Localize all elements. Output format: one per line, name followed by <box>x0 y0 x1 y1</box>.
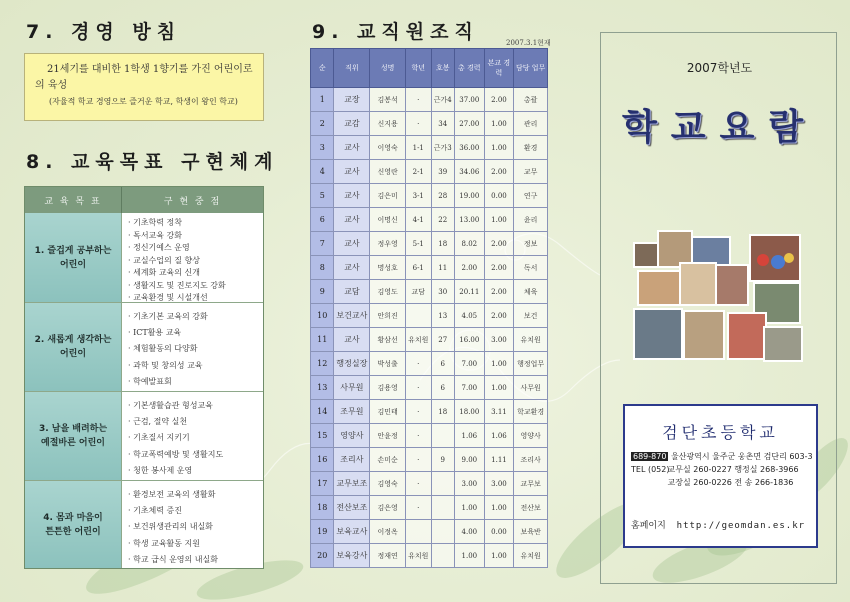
cell-position: 영양사 <box>334 424 370 448</box>
cell-step: 6 <box>431 352 454 376</box>
cell-no: 13 <box>311 376 334 400</box>
management-policy-box <box>24 53 264 121</box>
cell-no: 7 <box>311 232 334 256</box>
cell-position: 교감 <box>334 112 370 136</box>
goals-table-header <box>25 187 263 213</box>
cell-total-career: 1.06 <box>455 424 485 448</box>
goal-items: · 기본생활습관 형성교육 · 근검, 절약 실천 · 기초질서 지키기 · 학교폭력예방 및 생활지도 · 청한 봉사제 운영 <box>122 392 263 480</box>
cell-position: 조리사 <box>334 448 370 472</box>
cell-school-career: 3.00 <box>484 328 514 352</box>
cell-no: 12 <box>311 352 334 376</box>
collage-photo <box>763 326 803 362</box>
cell-duty: 유치원 <box>514 544 548 568</box>
cell-duty: 영양사 <box>514 424 548 448</box>
col-grade: 학년 <box>405 49 431 88</box>
cell-school-career: 2.00 <box>484 256 514 280</box>
cell-school-career: 1.00 <box>484 136 514 160</box>
cell-no: 6 <box>311 208 334 232</box>
cell-duty: 사무원 <box>514 376 548 400</box>
cell-position: 교사 <box>334 184 370 208</box>
cell-duty: 보육반 <box>514 520 548 544</box>
cell-no: 3 <box>311 136 334 160</box>
goal-title: 2. 새롭게 생각하는 어린이 <box>25 303 122 391</box>
cell-total-career: 19.00 <box>455 184 485 208</box>
cell-position: 교사 <box>334 208 370 232</box>
cell-step: 28 <box>431 184 454 208</box>
goals-header-focus: 구 현 중 점 <box>163 196 222 207</box>
cell-total-career: 7.00 <box>455 376 485 400</box>
cell-grade: 유치원 <box>405 544 431 568</box>
cell-duty: 행정업무 <box>514 352 548 376</box>
goal-row-1 <box>25 213 263 302</box>
cell-school-career: 3.00 <box>484 472 514 496</box>
cover-panel <box>600 32 837 584</box>
cell-total-career: 9.00 <box>455 448 485 472</box>
cell-total-career: 36.00 <box>455 136 485 160</box>
cell-name: 김영도 <box>370 280 406 304</box>
cell-name: 김은미 <box>370 184 406 208</box>
cell-grade: · <box>405 352 431 376</box>
cell-no: 5 <box>311 184 334 208</box>
cell-no: 16 <box>311 448 334 472</box>
cell-duty: 유치원 <box>514 328 548 352</box>
staff-row <box>311 136 548 160</box>
cell-position: 보육강사 <box>334 544 370 568</box>
cell-no: 11 <box>311 328 334 352</box>
cell-step: 9 <box>431 448 454 472</box>
staff-row <box>311 496 548 520</box>
cell-step <box>431 424 454 448</box>
cell-position: 교장 <box>334 88 370 112</box>
cell-duty: 정보 <box>514 232 548 256</box>
cell-grade: 5-1 <box>405 232 431 256</box>
staff-table <box>310 48 548 568</box>
cell-name: 김은영 <box>370 496 406 520</box>
cell-duty: 연구 <box>514 184 548 208</box>
cell-step: 18 <box>431 232 454 256</box>
cell-step: 39 <box>431 160 454 184</box>
staff-row <box>311 472 548 496</box>
section-9-title: 9. 교직원조직 <box>312 21 479 43</box>
staff-row <box>311 424 548 448</box>
cell-grade: · <box>405 496 431 520</box>
cell-step: 13 <box>431 304 454 328</box>
cell-total-career: 7.00 <box>455 352 485 376</box>
cell-step: 11 <box>431 256 454 280</box>
col-name: 성명 <box>370 49 406 88</box>
cell-total-career: 27.00 <box>455 112 485 136</box>
homepage-line <box>631 518 805 531</box>
cell-duty: 조리사 <box>514 448 548 472</box>
staff-table-body <box>311 88 548 568</box>
cell-step <box>431 472 454 496</box>
cell-step: 27 <box>431 328 454 352</box>
cell-no: 19 <box>311 520 334 544</box>
cover-title: 학교요람 <box>621 106 818 148</box>
goal-items: · 기초기본 교육의 강화 · ICT활용 교육 · 체험활동의 다양화 · 과학 및 창의성 교육 · 학예발표회 <box>122 303 263 391</box>
cell-name: 김영숙 <box>370 472 406 496</box>
cell-position: 사무원 <box>334 376 370 400</box>
cell-position: 교사 <box>334 232 370 256</box>
cell-step: 18 <box>431 400 454 424</box>
staff-row <box>311 376 548 400</box>
cell-name: 김민태 <box>370 400 406 424</box>
goal-row-4 <box>25 480 263 568</box>
cell-step <box>431 544 454 568</box>
education-goals-table <box>24 186 264 569</box>
cell-position: 보육교사 <box>334 520 370 544</box>
cell-grade: · <box>405 472 431 496</box>
school-info-box <box>623 404 818 548</box>
cell-grade: 4-1 <box>405 208 431 232</box>
cell-total-career: 18.00 <box>455 400 485 424</box>
collage-photo <box>633 308 683 360</box>
cell-position: 조무원 <box>334 400 370 424</box>
cell-no: 1 <box>311 88 334 112</box>
cell-grade: · <box>405 376 431 400</box>
cell-name: 신지용 <box>370 112 406 136</box>
collage-photo <box>727 312 767 360</box>
mission-subtext: (자율적 학교 경영으로 즐거운 학교, 학생이 왕인 학교) <box>49 97 238 106</box>
cell-school-career: 1.11 <box>484 448 514 472</box>
cell-grade: 6-1 <box>405 256 431 280</box>
staff-row <box>311 160 548 184</box>
cell-no: 20 <box>311 544 334 568</box>
cell-duty: 윤리 <box>514 208 548 232</box>
cell-grade: 1-1 <box>405 136 431 160</box>
cell-school-career: 0.00 <box>484 184 514 208</box>
staff-row <box>311 520 548 544</box>
col-no: 순 <box>311 49 334 88</box>
collage-photo <box>715 264 749 306</box>
cell-school-career: 1.00 <box>484 208 514 232</box>
collage-photo <box>679 262 717 306</box>
cell-duty: 교무 <box>514 160 548 184</box>
goal-items: · 기초학력 정착 · 독서교육 강화 · 정신기예스 운영 · 교실수업의 질 향상 · 세계화 교육의 신개 · 생활지도 및 진로지도 강화 · 교육환경 및 시설개선 <box>122 213 263 302</box>
cell-total-career: 20.11 <box>455 280 485 304</box>
cell-grade: 3-1 <box>405 184 431 208</box>
cell-no: 18 <box>311 496 334 520</box>
staff-row <box>311 208 548 232</box>
cell-total-career: 8.02 <box>455 232 485 256</box>
cell-no: 9 <box>311 280 334 304</box>
cell-school-career: 1.00 <box>484 496 514 520</box>
cell-grade: · <box>405 424 431 448</box>
cell-no: 8 <box>311 256 334 280</box>
cell-duty: 전산보 <box>514 496 548 520</box>
cell-duty: 교무보 <box>514 472 548 496</box>
cell-duty: 학교환경 <box>514 400 548 424</box>
cell-step: 근가4 <box>431 88 454 112</box>
cell-position: 교사 <box>334 136 370 160</box>
cell-duty: 독서 <box>514 256 548 280</box>
mission-text: 21세기를 대비한 1학생 1향기를 가진 어린이로 의 육성 <box>35 64 253 91</box>
goal-items: · 환경보전 교육의 생활화 · 기초체력 증진 · 보건위생관리의 내실화 · 학생 교육활동 지원 · 학교 급식 운영의 내실화 <box>122 481 263 568</box>
cell-total-career: 34.06 <box>455 160 485 184</box>
date-note: 2007.3.1현재 <box>506 39 551 47</box>
cell-no: 17 <box>311 472 334 496</box>
staff-row <box>311 448 548 472</box>
cell-no: 10 <box>311 304 334 328</box>
section-7-title: 7. 경영 방침 <box>26 21 182 43</box>
cell-total-career: 1.00 <box>455 544 485 568</box>
cell-step <box>431 496 454 520</box>
cell-name: 이영숙 <box>370 136 406 160</box>
cell-school-career: 2.00 <box>484 160 514 184</box>
cell-total-career: 3.00 <box>455 472 485 496</box>
staff-table-header <box>311 49 548 88</box>
tel-line-2: 교장실 260-0226 전 송 266-1836 <box>667 478 794 487</box>
cell-grade: · <box>405 448 431 472</box>
cell-total-career: 13.00 <box>455 208 485 232</box>
cell-no: 4 <box>311 160 334 184</box>
cell-position: 교담 <box>334 280 370 304</box>
goal-title: 1. 즐겁게 공부하는 어린이 <box>25 213 122 302</box>
cell-name: 황삼선 <box>370 328 406 352</box>
staff-row <box>311 112 548 136</box>
cell-school-career: 2.00 <box>484 88 514 112</box>
cell-no: 15 <box>311 424 334 448</box>
cell-grade: · <box>405 112 431 136</box>
cell-duty: 환경 <box>514 136 548 160</box>
section-8-title: 8. 교육목표 구현체계 <box>26 151 279 173</box>
cell-school-career: 1.00 <box>484 112 514 136</box>
cell-school-career: 2.00 <box>484 232 514 256</box>
cell-grade <box>405 520 431 544</box>
cell-name: 박성출 <box>370 352 406 376</box>
address: 울산광역시 울주군 웅촌면 검단리 603-3 <box>670 452 813 461</box>
cell-total-career: 37.00 <box>455 88 485 112</box>
cell-duty: 보건 <box>514 304 548 328</box>
school-name: 검단초등학교 <box>662 423 779 442</box>
cell-no: 14 <box>311 400 334 424</box>
cell-name: 손미순 <box>370 448 406 472</box>
cell-school-career: 3.11 <box>484 400 514 424</box>
staff-row <box>311 328 548 352</box>
cell-duty: 체육 <box>514 280 548 304</box>
cell-total-career: 1.00 <box>455 496 485 520</box>
address-line <box>631 450 813 463</box>
goals-header-goal: 교 육 목 표 <box>25 187 122 213</box>
staff-row <box>311 232 548 256</box>
photo-collage <box>633 230 805 364</box>
cell-name: 정재연 <box>370 544 406 568</box>
col-school-career: 본교 경력 <box>484 49 514 88</box>
cell-position: 교사 <box>334 256 370 280</box>
cell-step: 34 <box>431 112 454 136</box>
staff-row <box>311 304 548 328</box>
cell-total-career: 2.00 <box>455 256 485 280</box>
cell-name: 정우영 <box>370 232 406 256</box>
collage-photo <box>683 310 725 360</box>
cell-school-career: 0.00 <box>484 520 514 544</box>
staff-row <box>311 544 548 568</box>
staff-row <box>311 352 548 376</box>
cell-school-career: 2.00 <box>484 280 514 304</box>
school-contact <box>631 450 813 489</box>
cell-duty: 총괄 <box>514 88 548 112</box>
staff-row <box>311 256 548 280</box>
cell-name: 안윤정 <box>370 424 406 448</box>
cell-grade: 2-1 <box>405 160 431 184</box>
collage-photo <box>637 270 681 306</box>
cell-name: 이정옥 <box>370 520 406 544</box>
cell-position: 전산보조 <box>334 496 370 520</box>
cell-position: 교사 <box>334 160 370 184</box>
cell-grade: 교담 <box>405 280 431 304</box>
cell-step <box>431 520 454 544</box>
goal-row-2 <box>25 302 263 391</box>
staff-row <box>311 400 548 424</box>
cell-name: 신영란 <box>370 160 406 184</box>
cell-grade <box>405 304 431 328</box>
cell-grade: · <box>405 400 431 424</box>
col-duty: 담당 업무 <box>514 49 548 88</box>
goal-title: 3. 남을 배려하는 예절바른 어린이 <box>25 392 122 480</box>
staff-row <box>311 184 548 208</box>
goal-row-3 <box>25 391 263 480</box>
cell-school-career: 2.00 <box>484 304 514 328</box>
cell-position: 교사 <box>334 328 370 352</box>
col-position: 직위 <box>334 49 370 88</box>
cell-no: 2 <box>311 112 334 136</box>
cell-name: 명성호 <box>370 256 406 280</box>
cell-name: 안희진 <box>370 304 406 328</box>
school-year: 2007학년도 <box>686 61 753 75</box>
col-step: 호봉 <box>431 49 454 88</box>
tel-line-1: TEL (052) 교무실 260-0227 행정실 268-3966 <box>631 465 799 474</box>
cell-step: 30 <box>431 280 454 304</box>
cell-grade: 유치원 <box>405 328 431 352</box>
cell-school-career: 1.00 <box>484 376 514 400</box>
cell-total-career: 4.00 <box>455 520 485 544</box>
staff-row <box>311 88 548 112</box>
cell-school-career: 1.06 <box>484 424 514 448</box>
staff-row <box>311 280 548 304</box>
cell-school-career: 1.00 <box>484 352 514 376</box>
cell-name: 이명신 <box>370 208 406 232</box>
zip-code: 689-870 <box>633 452 667 461</box>
cell-name: 김봉석 <box>370 88 406 112</box>
cell-step: 근가3 <box>431 136 454 160</box>
cell-step: 6 <box>431 376 454 400</box>
cell-position: 교무보조 <box>334 472 370 496</box>
cell-position: 보건교사 <box>334 304 370 328</box>
homepage-label: 홈페이지 <box>631 521 666 531</box>
cell-total-career: 16.00 <box>455 328 485 352</box>
collage-photo <box>749 234 801 282</box>
tel-label: TEL (052) <box>631 465 670 474</box>
cell-position: 행정실장 <box>334 352 370 376</box>
cell-step: 22 <box>431 208 454 232</box>
cell-total-career: 4.05 <box>455 304 485 328</box>
cell-school-career: 1.00 <box>484 544 514 568</box>
homepage-link[interactable]: http://geomdan.es.kr <box>676 521 806 531</box>
cell-grade: · <box>405 88 431 112</box>
goal-title: 4. 몸과 마음이 튼튼한 어린이 <box>25 481 122 568</box>
col-total-career: 총 경력 <box>455 49 485 88</box>
cell-duty: 관리 <box>514 112 548 136</box>
cell-name: 김용영 <box>370 376 406 400</box>
